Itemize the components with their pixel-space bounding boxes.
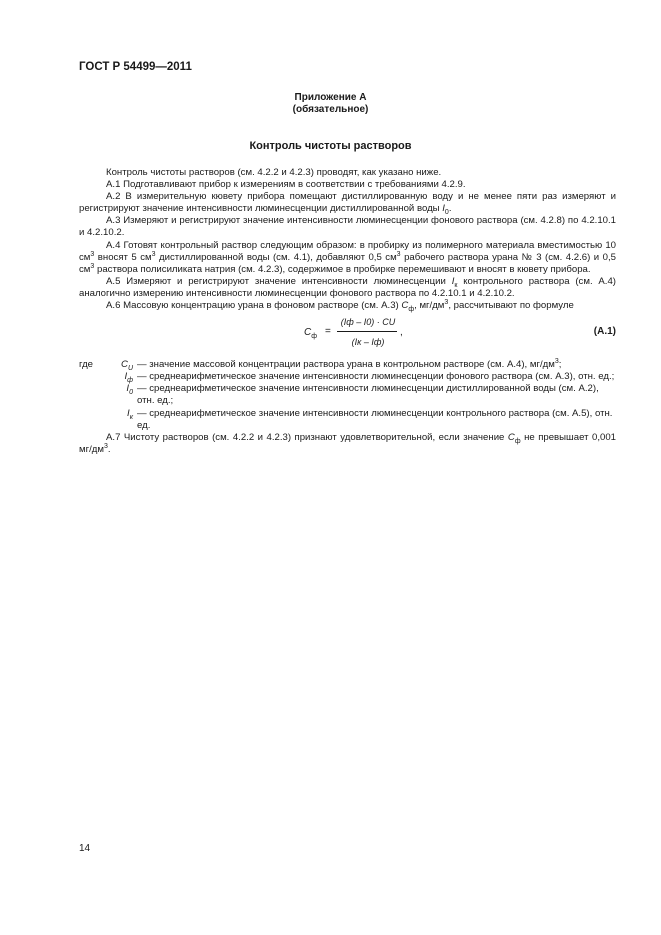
where-item xyxy=(79,371,616,383)
standard-header: ГОСТ Р 54499—2011 xyxy=(79,61,192,73)
page-number: 14 xyxy=(79,843,91,854)
section-title: Контроль чистоты растворов xyxy=(249,140,412,152)
formula-lhs: $C_ф$ xyxy=(304,327,317,341)
where-description: — среднеарифметическое значение интенсивности люминесценции фонового раствора (см. А.3), отн. ед.; xyxy=(137,371,615,383)
paragraph-a6: А.6 Массовую концентрацию урана в фоновом растворе (см. А.3) $C_ф$, $мг/дм^3$, рассчитывают по формуле xyxy=(106,298,574,313)
formula-equals: = xyxy=(325,326,331,338)
where-item xyxy=(79,383,616,407)
formula-denominator: (Iк – Iф) xyxy=(351,337,385,348)
formula-comma: , xyxy=(400,327,403,339)
paragraph-a7: А.7 Чистоту растворов (см. 4.2.2 и 4.2.3) признают удовлетворительной, если значение $C_ф$ не превышает 0,001 $мг/дм^3$. xyxy=(79,431,616,455)
where-symbol: $I_к$ xyxy=(127,407,133,421)
appendix-subtitle: (обязательное) xyxy=(292,104,369,115)
formula-number: (А.1) xyxy=(593,326,616,338)
where-symbol: $I_0$ xyxy=(126,383,133,397)
where-description: — значение массовой концентрации раствора урана в контрольном растворе (см. А.4), $мг/дм^3$; xyxy=(137,357,562,371)
where-symbol: $C_U$ xyxy=(121,359,133,373)
paragraph-a2: А.2 В измерительную кювету прибора помещают дистиллированную воду и не менее пяти раз измеряют и регистрируют значение интенсивности люминесценции дистиллированной воды $I_0$. xyxy=(79,191,616,217)
where-item xyxy=(79,408,616,432)
appendix-title: Приложение А xyxy=(294,92,367,103)
where-list xyxy=(79,359,616,432)
where-symbol: $I_ф$ xyxy=(124,371,133,385)
formula-numerator: (Iф – I0) · CU xyxy=(340,317,396,328)
paragraph-a3: А.3 Измеряют и регистрируют значение интенсивности люминесценции фонового раствора (см. 4.2.8) по 4.2.10.1 и 4.2.10.2. xyxy=(79,215,616,239)
paragraph-a4: А.4 Готовят контрольный раствор следующим образом: в пробирку из полимерного материала вместимостью 10 $см^3$ вносят 5 $см^3$ дистиллированной воды (см. 4.1), добавляют 0,5 $см^3$ рабочего раствора урана № 3 (см. 4.2.6) и 0,5 $см^3$ раствора полисиликата натрия (см. 4.2.3), содержимое в пробирке перемешивают и вносят в кювету прибора. xyxy=(79,239,616,275)
paragraph-a5: А.5 Измеряют и регистрируют значение интенсивности люминесценции $I_к$ контрольного раствора (см. А.4) аналогично измерению интенсивности люминесценции фонового раствора по 4.2.10.1 и 4.2.10.2. xyxy=(79,275,617,299)
where-description: — среднеарифметическое значение интенсивности люминесценции контрольного раствора (см. А.5), отн. ед. xyxy=(137,407,613,431)
paragraph-a1: А.1 Подготавливают прибор к измерениям в соответствии с требованиями 4.2.9. xyxy=(106,179,466,191)
paragraph-intro: Контроль чистоты растворов (см. 4.2.2 и 4.2.3) проводят, как указано ниже. xyxy=(106,167,442,178)
formula-a1 xyxy=(79,315,616,359)
where-description: — среднеарифметическое значение интенсивности люминесценции дистиллированной воды (см. А.2), отн. ед.; xyxy=(137,383,599,407)
where-item xyxy=(79,359,616,371)
fraction-bar xyxy=(337,331,397,332)
document-body xyxy=(79,167,616,456)
where-lead: где xyxy=(79,359,94,371)
